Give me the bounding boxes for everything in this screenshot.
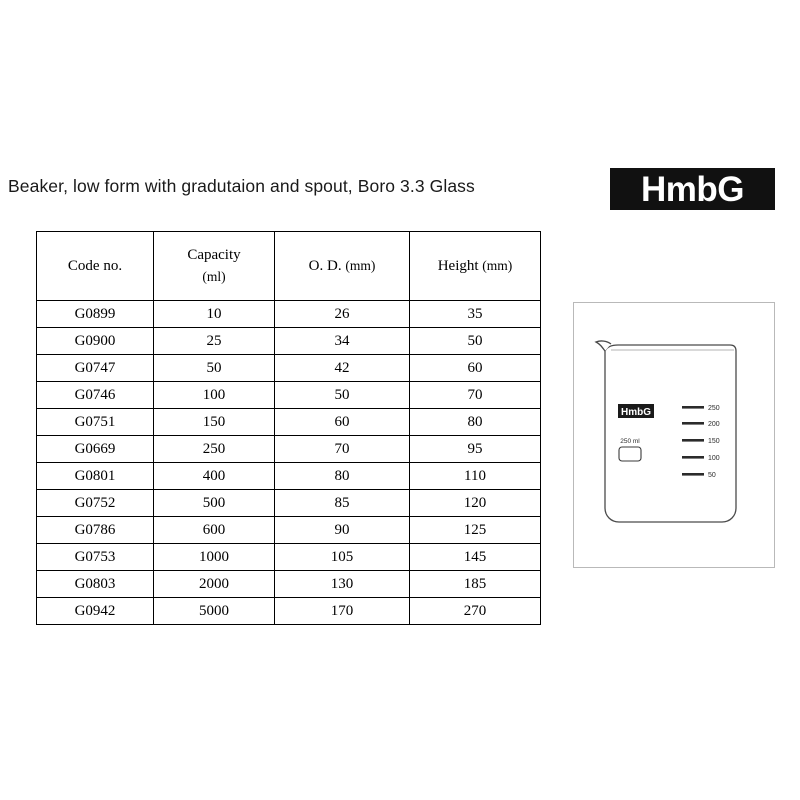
brand-logo-mb: mb [665, 169, 718, 209]
table-row [37, 517, 541, 544]
table-row [37, 490, 541, 517]
cell-capacity: 5000 [154, 598, 275, 625]
graduation-label-250: 250 [708, 405, 720, 412]
table-row [37, 382, 541, 409]
cell-height: 145 [410, 544, 541, 571]
column-header-height [410, 232, 541, 301]
cell-od: 80 [275, 463, 410, 490]
table-row [37, 328, 541, 355]
cell-height: 110 [410, 463, 541, 490]
cell-od: 60 [275, 409, 410, 436]
table-header-row [37, 232, 541, 301]
cell-code: G0801 [37, 463, 154, 490]
table-row [37, 355, 541, 382]
cell-height: 50 [410, 328, 541, 355]
column-header-od-label: O. D. [308, 257, 342, 274]
table-row [37, 301, 541, 328]
brand-logo-h: H [640, 169, 666, 209]
cell-od: 42 [275, 355, 410, 382]
cell-capacity: 100 [154, 382, 275, 409]
column-header-code-label: Code no. [67, 257, 123, 274]
graduation-label-50: 50 [708, 472, 716, 479]
cell-code: G0753 [37, 544, 154, 571]
column-header-capacity [154, 232, 275, 301]
cell-capacity: 1000 [154, 544, 275, 571]
cell-od: 105 [275, 544, 410, 571]
product-image-panel [573, 302, 775, 568]
cell-capacity: 25 [154, 328, 275, 355]
beaker-illustration [574, 303, 774, 567]
graduation-label-150: 150 [708, 438, 720, 445]
graduation-mark-100 [682, 456, 704, 459]
cell-od: 85 [275, 490, 410, 517]
cell-code: G0746 [37, 382, 154, 409]
brand-logo-text [640, 169, 744, 209]
page-title: Beaker, low form with gradutaion and spout, Boro 3.3 Glass [8, 176, 475, 196]
cell-height: 125 [410, 517, 541, 544]
cell-height: 95 [410, 436, 541, 463]
cell-height: 80 [410, 409, 541, 436]
graduation-mark-50 [682, 473, 704, 476]
cell-od: 34 [275, 328, 410, 355]
cell-code: G0752 [37, 490, 154, 517]
cell-capacity: 150 [154, 409, 275, 436]
specification-table [36, 231, 541, 625]
graduation-label-100: 100 [708, 455, 720, 462]
column-header-capacity-unit: (ml) [202, 269, 226, 285]
cell-height: 120 [410, 490, 541, 517]
graduation-mark-150 [682, 439, 704, 442]
column-header-height-unit: (mm) [482, 257, 513, 273]
brand-logo-g: G [717, 169, 744, 209]
graduation-mark-200 [682, 422, 704, 425]
cell-code: G0942 [37, 598, 154, 625]
table-row [37, 571, 541, 598]
cell-od: 90 [275, 517, 410, 544]
cell-height: 35 [410, 301, 541, 328]
table-row [37, 436, 541, 463]
cell-height: 270 [410, 598, 541, 625]
beaker-body [605, 345, 736, 522]
cell-od: 130 [275, 571, 410, 598]
cell-od: 26 [275, 301, 410, 328]
column-header-od [275, 232, 410, 301]
column-header-capacity-label: Capacity [187, 246, 241, 263]
table-row [37, 544, 541, 571]
cell-code: G0900 [37, 328, 154, 355]
table-row [37, 598, 541, 625]
beaker-volume-label: 250 ml [620, 438, 640, 445]
cell-code: G0747 [37, 355, 154, 382]
cell-code: G0669 [37, 436, 154, 463]
table-row [37, 409, 541, 436]
graduation-label-200: 200 [708, 421, 720, 428]
cell-capacity: 250 [154, 436, 275, 463]
cell-od: 70 [275, 436, 410, 463]
column-header-height-label: Height [437, 257, 479, 274]
cell-code: G0751 [37, 409, 154, 436]
cell-capacity: 2000 [154, 571, 275, 598]
cell-code: G0786 [37, 517, 154, 544]
graduation-mark-250 [682, 406, 704, 409]
beaker-brand-label: HmbG [621, 407, 651, 418]
cell-capacity: 50 [154, 355, 275, 382]
cell-height: 60 [410, 355, 541, 382]
cell-capacity: 400 [154, 463, 275, 490]
cell-code: G0899 [37, 301, 154, 328]
cell-od: 170 [275, 598, 410, 625]
table-row [37, 463, 541, 490]
column-header-od-unit: (mm) [345, 257, 376, 273]
cell-capacity: 10 [154, 301, 275, 328]
cell-capacity: 500 [154, 490, 275, 517]
cell-od: 50 [275, 382, 410, 409]
brand-logo [610, 168, 775, 210]
cell-height: 185 [410, 571, 541, 598]
cell-height: 70 [410, 382, 541, 409]
cell-capacity: 600 [154, 517, 275, 544]
column-header-code [37, 232, 154, 301]
cell-code: G0803 [37, 571, 154, 598]
